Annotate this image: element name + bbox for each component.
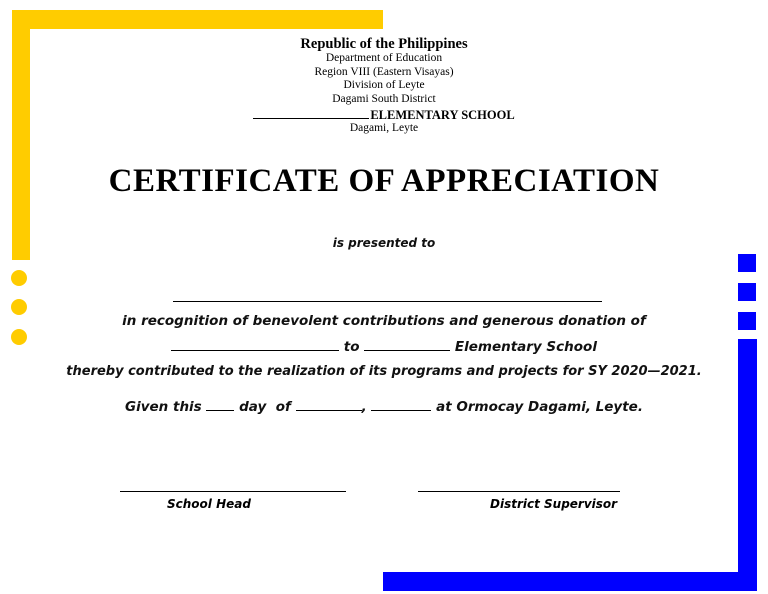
header-district: Dagami South District xyxy=(332,93,436,105)
recognition-text: in recognition of benevolent contributions and generous donation of xyxy=(122,313,646,329)
comma: , xyxy=(361,399,367,415)
header-location: Dagami, Leyte xyxy=(349,122,419,134)
school-head-label: School Head xyxy=(167,497,251,511)
recipient-name-line xyxy=(173,301,602,302)
blue-square-decoration xyxy=(738,283,756,301)
header-division: Division of Leyte xyxy=(343,79,425,91)
district-supervisor-label: District Supervisor xyxy=(490,497,618,511)
month-blank xyxy=(296,398,362,411)
donation-row xyxy=(0,338,768,355)
school-suffix: Elementary School xyxy=(454,339,597,355)
donation-blank xyxy=(171,338,339,351)
given-place: at Ormocay Dagami, Leyte. xyxy=(436,399,643,415)
programs-text: thereby contributed to the realization of its programs and projects for SY 2020—2021. xyxy=(66,364,702,379)
header-department: Department of Education xyxy=(325,52,443,64)
blue-frame-bottom-bar xyxy=(383,572,757,591)
given-prefix: Given this xyxy=(125,399,202,415)
to-word: to xyxy=(343,339,360,355)
year-blank xyxy=(371,398,431,411)
certificate-title: CERTIFICATE OF APPRECIATION xyxy=(108,163,660,199)
yellow-circle-decoration xyxy=(11,270,27,286)
day-word: day xyxy=(239,399,267,415)
header-country: Republic of the Philippines xyxy=(300,36,468,52)
school-name-blank xyxy=(253,107,369,119)
of-word: of xyxy=(275,399,291,415)
header-region: Region VIII (Eastern Visayas) xyxy=(314,66,454,78)
presented-to-text: is presented to xyxy=(332,236,436,250)
header-school-name: ELEMENTARY SCHOOL xyxy=(370,108,515,122)
given-row xyxy=(0,398,768,415)
school-blank xyxy=(364,338,450,351)
blue-square-decoration xyxy=(738,254,756,272)
yellow-frame-top-bar xyxy=(12,10,383,29)
district-supervisor-signature-line xyxy=(418,491,620,492)
day-blank xyxy=(206,398,234,411)
school-head-signature-line xyxy=(120,491,346,492)
